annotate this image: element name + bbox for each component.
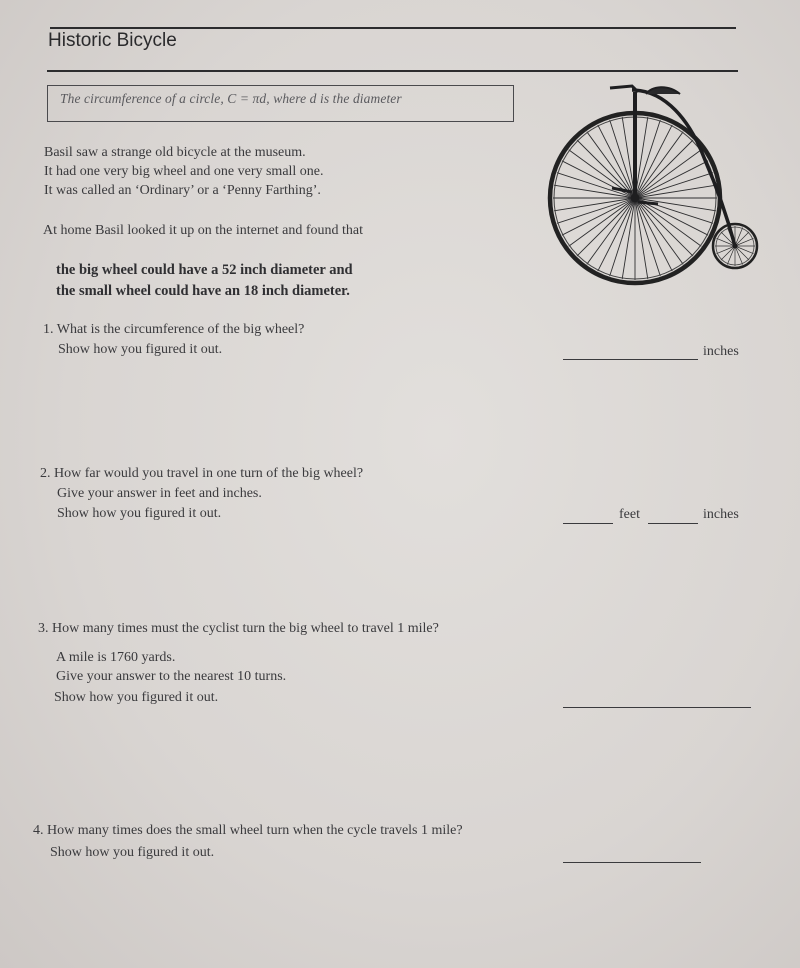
intro-line-4: At home Basil looked it up on the internet and found that — [43, 223, 363, 238]
intro-bold-line-1: the big wheel could have a 52 inch diameter and — [56, 262, 353, 278]
question-3-answer-blank[interactable] — [563, 707, 751, 708]
question-2-inches-blank[interactable] — [648, 523, 698, 524]
question-1-answer-blank[interactable] — [563, 359, 698, 360]
question-2-feet-blank[interactable] — [563, 523, 613, 524]
question-1-instruction: Show how you figured it out. — [58, 342, 223, 357]
question-4-answer-blank[interactable] — [563, 862, 701, 863]
question-1-text: 1. What is the circumference of the big wheel? — [43, 322, 305, 337]
question-3-text: 3. How many times must the cyclist turn the big wheel to travel 1 mile? — [38, 621, 439, 636]
intro-bold-line-2: the small wheel could have an 18 inch diameter. — [56, 283, 350, 299]
question-3-instruction-1: A mile is 1760 yards. — [56, 650, 176, 665]
top-rule — [50, 27, 736, 29]
question-2-instruction-1: Give your answer in feet and inches. — [57, 486, 262, 501]
question-4-text: 4. How many times does the small wheel turn when the cycle travels 1 mile? — [33, 823, 463, 838]
formula-text: The circumference of a circle, C = πd, where d is the diameter — [60, 91, 402, 106]
question-2-inches-unit: inches — [703, 507, 739, 522]
penny-farthing-bicycle-icon — [540, 80, 765, 290]
title-underline — [47, 70, 738, 72]
question-4-instruction: Show how you figured it out. — [50, 845, 215, 860]
intro-line-3: It was called an ‘Ordinary’ or a ‘Penny Farthing’. — [44, 183, 321, 198]
question-3-instruction-3: Show how you figured it out. — [54, 690, 219, 705]
question-2-instruction-2: Show how you figured it out. — [57, 506, 222, 521]
intro-line-1: Basil saw a strange old bicycle at the museum. — [44, 145, 306, 160]
question-2-text: 2. How far would you travel in one turn of the big wheel? — [40, 466, 364, 481]
question-1-unit: inches — [703, 344, 739, 359]
page-title: Historic Bicycle — [48, 30, 177, 51]
question-2-feet-unit: feet — [619, 507, 640, 522]
intro-line-2: It had one very big wheel and one very small one. — [44, 164, 324, 179]
question-3-instruction-2: Give your answer to the nearest 10 turns. — [56, 669, 287, 684]
